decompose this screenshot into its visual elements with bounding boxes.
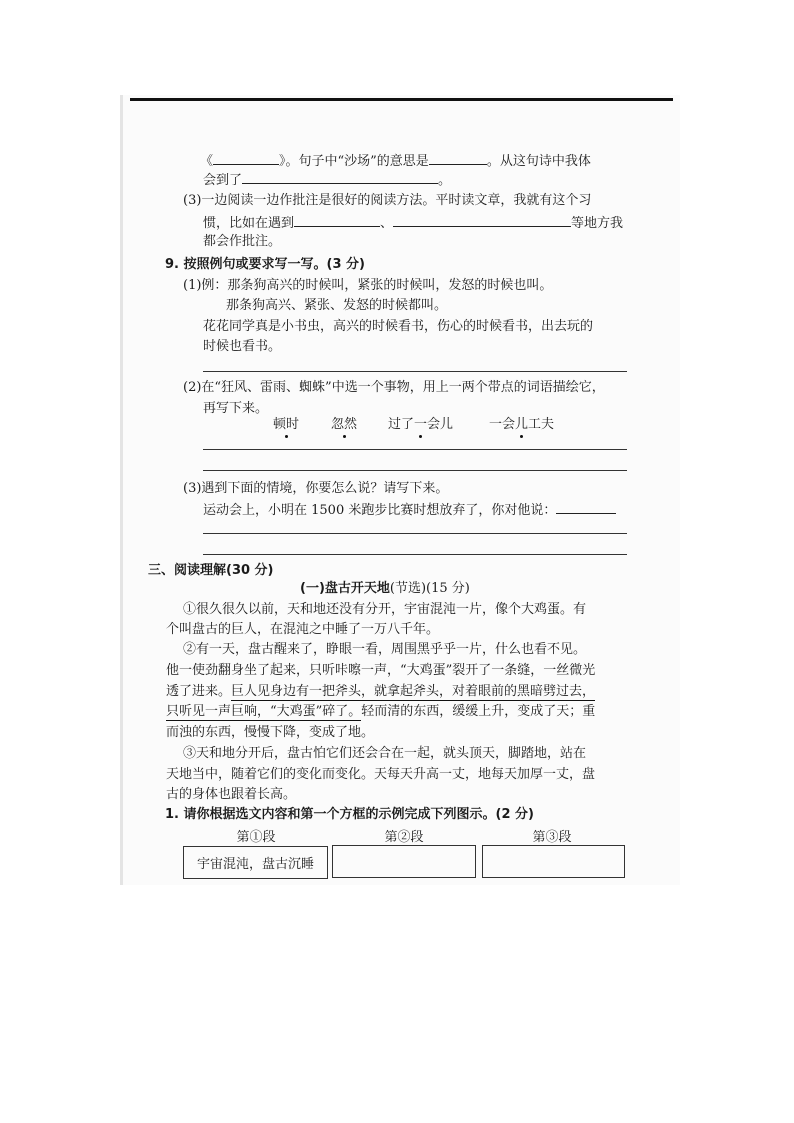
top-rule (130, 98, 673, 101)
q8-line-1: 《 》。句子中“沙场”的意思是 。从这句诗中我体 (200, 151, 591, 171)
q9-s2-line-2: 再写下来。 (203, 401, 269, 416)
scan-edge (120, 95, 123, 885)
answer-blank[interactable] (429, 151, 487, 165)
q9-s1-line-3: 花花同学真是小书虫，高兴的时候看书，伤心的时候看书，出去玩的 (203, 319, 594, 334)
diagram-header-3: 第③段 (532, 830, 572, 845)
q9-s1-line-1: (1)例：那条狗高兴的时候叫，紧张的时候叫，发怒的时候也叫。 (183, 278, 553, 293)
paragraph-3-line-2: 天地当中，随着它们的变化而变化。天每天升高一丈，地每天加厚一丈，盘 (166, 767, 596, 782)
answer-blank[interactable] (213, 151, 279, 165)
answer-blank[interactable] (556, 500, 616, 514)
paragraph-2-line-3: 透了进来。巨人见身边有一把斧头，就拿起斧头，对着眼前的黑暗劈过去， (166, 684, 596, 699)
q9-s1-line-2: 那条狗高兴、紧张、发怒的时候都叫。 (226, 298, 448, 313)
q9-title: 9. 按照例句或要求写一写。(3 分) (165, 257, 365, 272)
paragraph-1-line-1: ①很久很久以前，天和地还没有分开，宇宙混沌一片，像个大鸡蛋。有 (183, 602, 587, 617)
q9-s2-line-1: (2)在“狂风、雷雨、蜘蛛”中选一个事物，用上一两个带点的词语描绘它， (183, 380, 605, 395)
paragraph-3-line-1: ③天和地分开后，盘古怕它们还会合在一起，就头顶天，脚踏地，站在 (183, 746, 587, 761)
writing-line[interactable] (203, 554, 627, 555)
q8-sub3-line-3: 都会作批注。 (203, 234, 282, 249)
writing-line[interactable] (203, 470, 627, 471)
q9-s3-line-2: 运动会上，小明在 1500 米跑步比赛时想放弃了，你对他说： (203, 500, 616, 520)
diagram-box-2[interactable] (332, 845, 476, 878)
dotted-word: 过了一会儿 (388, 417, 454, 432)
answer-blank[interactable] (294, 213, 380, 227)
passage-title: (一)盘古开天地(节选)(15 分) (300, 581, 470, 596)
writing-line[interactable] (203, 371, 627, 372)
diagram-header-1: 第①段 (236, 830, 276, 845)
diagram-box-1: 宇宙混沌，盘古沉睡 (183, 846, 328, 879)
dotted-word: 忽然 (331, 417, 358, 432)
paragraph-1-line-2: 个叫盘古的巨人，在混沌之中睡了一万八千年。 (166, 622, 440, 637)
paragraph-3-line-3: 古的身体也跟着长高。 (166, 787, 297, 802)
diagram-header-2: 第②段 (384, 830, 424, 845)
paragraph-2-line-1: ②有一天，盘古醒来了，睁眼一看，周围黑乎乎一片，什么也看不见。 (183, 642, 587, 657)
paragraph-2-line-2: 他一使劲翻身坐了起来，只听咔嚓一声，“大鸡蛋”裂开了一条缝，一丝微光 (166, 663, 596, 678)
section-heading: 三、阅读理解(30 分) (148, 563, 274, 578)
question-1: 1. 请你根据选文内容和第一个方框的示例完成下列图示。(2 分) (165, 807, 534, 822)
paragraph-2-line-4: 只听见一声巨响，“大鸡蛋”碎了。轻而清的东西，缓缓上升，变成了天；重 (166, 704, 596, 719)
dotted-word: 一会儿工夫 (489, 417, 555, 432)
underlined-sentence: 只听见一声巨响，“大鸡蛋”碎了。 (166, 704, 362, 719)
writing-line[interactable] (203, 533, 627, 534)
answer-blank[interactable] (393, 213, 571, 227)
q8-sub3-line-2: 惯，比如在遇到 、 等地方我 (203, 213, 623, 233)
underlined-sentence: 巨人见身边有一把斧头，就拿起斧头，对着眼前的黑暗劈过去， (231, 684, 596, 699)
writing-line[interactable] (203, 449, 627, 450)
diagram-box-3[interactable] (482, 845, 625, 878)
answer-blank[interactable] (242, 170, 438, 184)
paragraph-2-line-5: 而浊的东西，慢慢下降，变成了地。 (166, 725, 375, 740)
q8-sub3-line-1: (3)一边阅读一边作批注是很好的阅读方法。平时读文章，我就有这个习 (183, 193, 592, 208)
q8-line-2: 会到了 。 (203, 170, 451, 190)
q9-s1-line-4: 时候也看书。 (203, 339, 282, 354)
q9-s3-line-1: (3)遇到下面的情境，你要怎么说？请写下来。 (183, 481, 449, 496)
dotted-word: 顿时 (273, 417, 300, 432)
